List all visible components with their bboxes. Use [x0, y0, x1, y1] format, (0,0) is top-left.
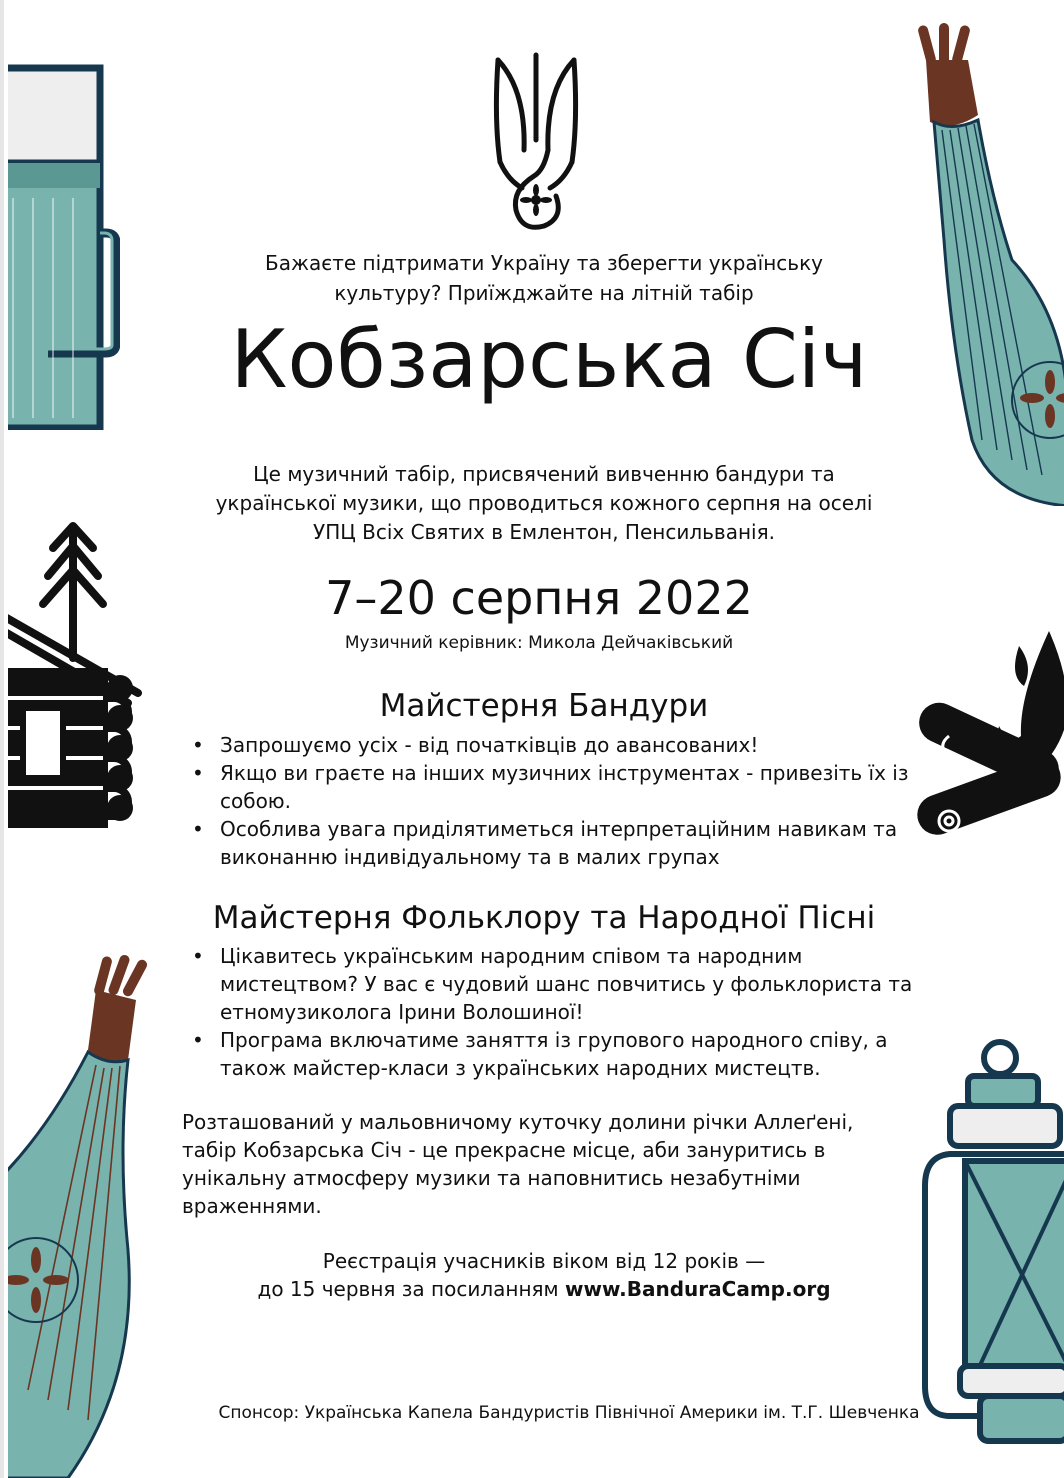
intro-line-1: Бажаєте підтримати Україну та зберегти українську [265, 251, 823, 275]
registration-prefix: до 15 червня за посиланням [257, 1277, 566, 1301]
registration-link[interactable]: www.BanduraCamp.org [565, 1277, 831, 1301]
bandura-workshop-list [190, 731, 940, 871]
list-item: • Запрошуємо усіх - від початківців до авансованих! [220, 731, 940, 759]
camp-title: Кобзарська Січ [230, 313, 868, 406]
list-item: • Якщо ви граєте на інших музичних інструментах - привезіть їх із собою. [220, 759, 940, 815]
camp-description [174, 460, 914, 547]
mug-icon [8, 58, 120, 430]
intro-text [184, 248, 904, 308]
lantern-icon [920, 1036, 1064, 1446]
description-line-1: Це музичний табір, присвячений вивченню бандури та [253, 462, 835, 486]
section-heading-folklore: Майстерня Фольклору та Народної Пісні [212, 900, 876, 936]
list-item: • Особлива увага приділятиметься інтерпретаційним навикам та виконанню індивідуальному та в малих групах [220, 815, 940, 871]
closing-paragraph: Розташований у мальовничому куточку долини річки Аллеґені, табір Кобзарська Січ - це прекрасне місце, аби зануритись в унікальну атмосферу музики та наповнитись незабутніми враженнями. [182, 1110, 854, 1218]
registration-info [184, 1247, 904, 1303]
folklore-workshop-list [190, 942, 940, 1082]
description-line-2: української музики, що проводиться кожного серпня на оселі [215, 491, 873, 515]
list-item: • Програма включатиме заняття із групового народного співу, а також майстер-класи з українських народних мистецтв. [220, 1026, 940, 1082]
camp-dates: 7–20 серпня 2022 [325, 571, 753, 625]
music-director: Музичний керівник: Микола Дейчаківський [344, 633, 734, 653]
section-heading-bandura: Майстерня Бандури [379, 688, 709, 724]
log-cabin-icon [8, 518, 148, 848]
registration-line-2 [184, 1275, 904, 1303]
bandura-icon [8, 950, 148, 1478]
intro-line-2: культуру? Приїжджайте на літній табір [334, 281, 754, 305]
description-line-3: УПЦ Всіх Святих в Емлентон, Пенсильванія. [313, 520, 775, 544]
list-item: • Цікавитесь українським народним співом та народним мистецтвом? У вас є чудовий шанс повчитись у фольклориста та етномузиколога Ірини Волошиної! [220, 942, 940, 1026]
sponsor-line: Спонсор: Українська Капела Бандуристів Північної Америки ім. Т.Г. Шевченка [218, 1403, 920, 1423]
trident-bandura-emblem-icon [486, 50, 586, 240]
registration-line-1: Реєстрація учасників віком від 12 років — [322, 1249, 766, 1273]
bandura-icon [912, 20, 1064, 506]
